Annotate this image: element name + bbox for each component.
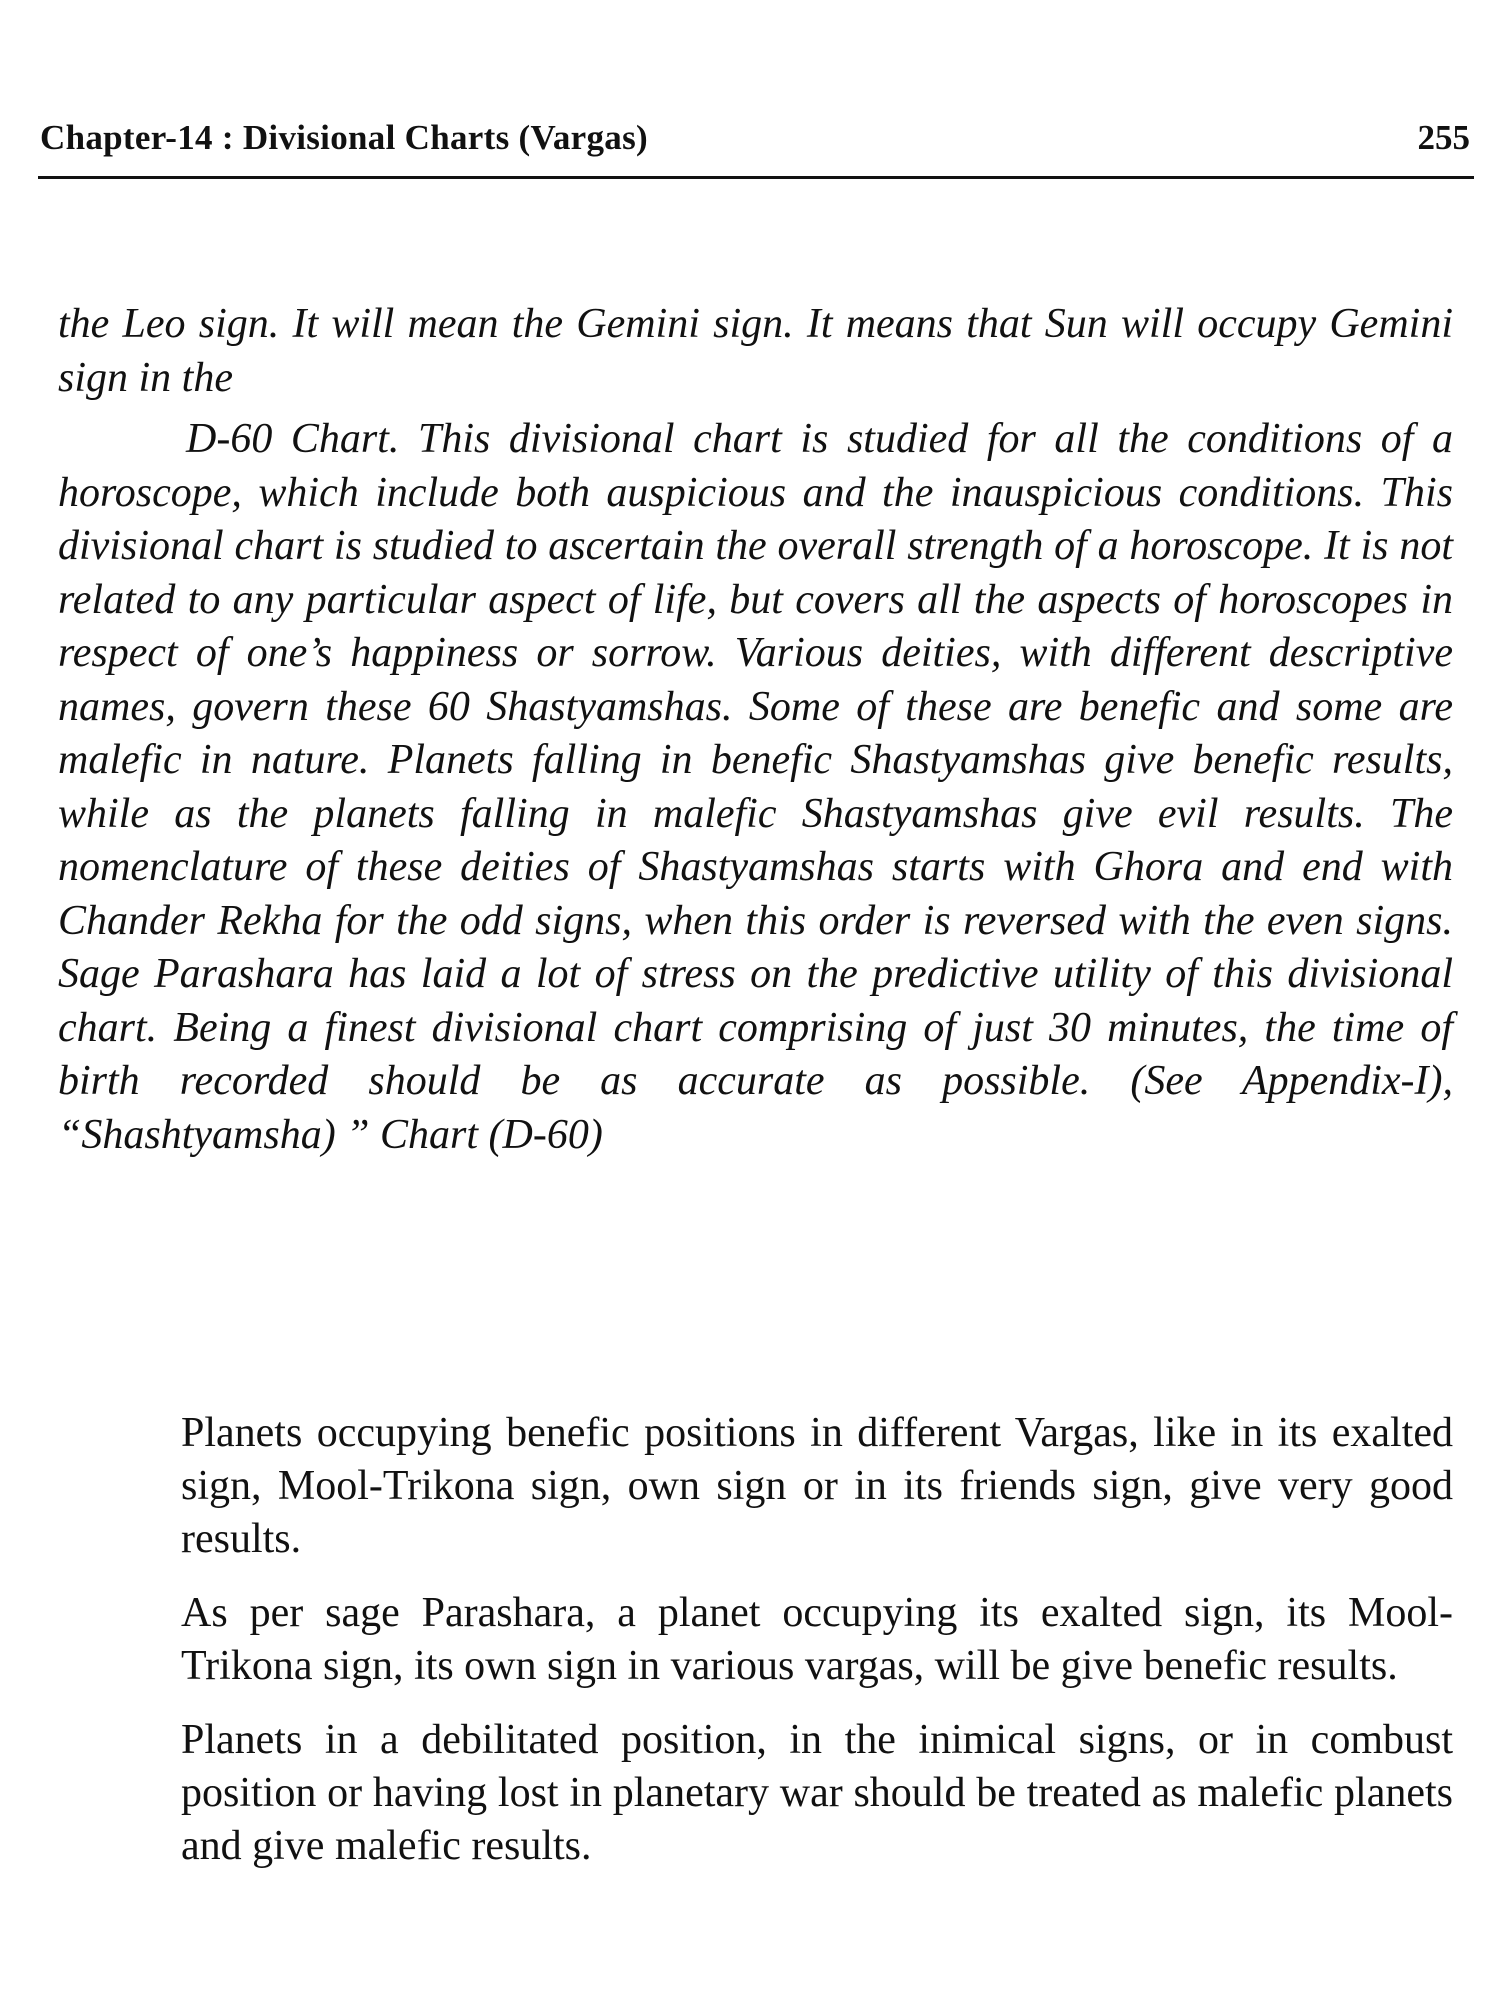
body-paragraph-debilitated: Planets in a debilitated position, in the inimical signs, or in combust position or having lost in planetary war should be treated as malefic planets and give malefic results. bbox=[181, 1717, 1453, 1869]
body-paragraph-benefic-positions: Planets occupying benefic positions in different Vargas, like in its exalted sign, Mool-Trikona sign, own sign or in its friends sign, give very good results. bbox=[181, 1410, 1453, 1562]
roman-text-block bbox=[181, 1407, 1453, 1894]
header-divider bbox=[38, 176, 1474, 179]
running-header bbox=[40, 118, 1470, 178]
italic-main-paragraph: D-60 Chart. This divisional chart is studied for all the conditions of a horoscope, which include both auspicious and the inauspicious conditions. This divisional chart is studied to ascertain the overall strength of a horoscope. It is not related to any particular aspect of life, but covers all the aspects of horoscopes in respect of one’s happiness or sorrow. Various deities, with different descriptive names, govern these 60 Shastyamshas. Some of these are benefic and some are malefic in nature. Planets falling in benefic Shastyamshas give benefic results, while as the planets falling in malefic Shastyamshas give evil results. The nomenclature of these deities of Shastyamshas starts with Ghora and end with Chander Rekha for the odd signs, when this order is reversed with the even signs. Sage Parashara has laid a lot of stress on the predictive utility of this divisional chart. Being a finest divisional chart comprising of just 30 minutes, the time of birth recorded should be as accurate as possible. (See Appendix-I), “Shashtyamsha) ” Chart (D-60) bbox=[58, 416, 1453, 1158]
body-paragraph-parashara: As per sage Parashara, a planet occupying its exalted sign, its Mool-Trikona sign, its own sign in various vargas, will be give benefic results. bbox=[181, 1590, 1453, 1689]
italic-text-block bbox=[58, 298, 1453, 1162]
italic-lead-paragraph: the Leo sign. It will mean the Gemini sign. It means that Sun will occupy Gemini sign in the bbox=[58, 301, 1453, 401]
chapter-title: Chapter-14 : Divisional Charts (Vargas) bbox=[40, 118, 648, 157]
page-number: 255 bbox=[1417, 118, 1470, 157]
